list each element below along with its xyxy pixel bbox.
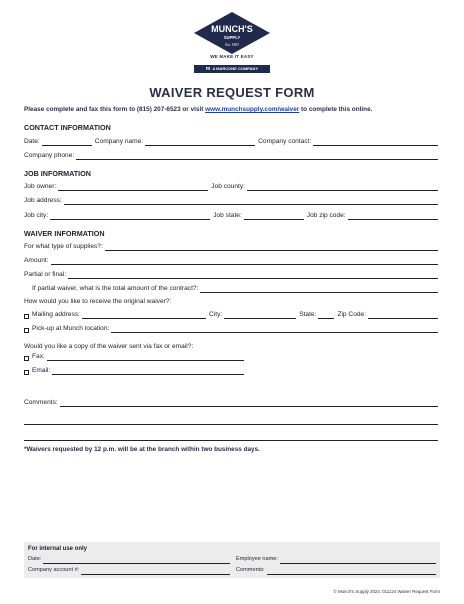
supplies-label: For what type of supplies?:	[24, 243, 103, 250]
mailing-zip-label: Zip Code:	[337, 311, 367, 318]
waiver-row-amount	[24, 256, 438, 265]
mailing-state-field[interactable]	[318, 310, 334, 319]
diamond-logo-icon	[190, 12, 274, 54]
comments-label: Comments:	[24, 399, 58, 406]
partial-final-label: Partial or final:	[24, 271, 67, 278]
contact-heading: CONTACT INFORMATION	[24, 123, 111, 132]
marcone-bar	[194, 65, 270, 73]
comments-line-2[interactable]	[24, 424, 438, 425]
page-title: WAIVER REQUEST FORM	[149, 85, 315, 100]
job-city-field[interactable]	[50, 211, 210, 220]
amount-label: Amount:	[24, 257, 49, 264]
supplies-field[interactable]	[105, 242, 438, 251]
company-phone-field[interactable]	[76, 151, 438, 160]
intro-after: to complete this online.	[299, 106, 373, 113]
logo-sub: SUPPLY	[223, 35, 241, 40]
waiver-row-contract	[32, 284, 438, 293]
job-row-2	[24, 196, 438, 205]
fax-label: Fax:	[32, 353, 45, 360]
pickup-checkbox[interactable]	[24, 328, 29, 333]
partial-contract-field[interactable]	[200, 284, 438, 293]
internal-date-label: Date:	[28, 556, 42, 562]
mailing-state-label: State:	[299, 311, 317, 318]
waiver-row-comments	[24, 398, 438, 407]
job-owner-field[interactable]	[58, 182, 208, 191]
waiver-row-partial	[24, 270, 438, 279]
comments-field[interactable]	[60, 398, 438, 407]
contact-row-1	[24, 137, 438, 146]
mailing-checkbox[interactable]	[24, 314, 29, 319]
email-checkbox[interactable]	[24, 370, 29, 375]
company-name-label: Company name:	[94, 138, 144, 145]
company-name-field[interactable]	[145, 137, 255, 146]
mailing-zip-field[interactable]	[368, 310, 438, 319]
internal-date-field[interactable]	[43, 556, 230, 564]
fax-checkbox[interactable]	[24, 356, 29, 361]
mailing-field[interactable]	[82, 310, 206, 319]
company-phone-label: Company phone:	[24, 152, 75, 159]
job-heading: JOB INFORMATION	[24, 169, 91, 178]
job-zip-label: Job zip code:	[306, 212, 346, 219]
company-contact-field[interactable]	[313, 137, 438, 146]
internal-comments-field[interactable]	[267, 567, 436, 575]
job-county-label: Job county:	[211, 183, 245, 190]
mailing-city-field[interactable]	[224, 310, 296, 319]
pickup-label: Pick-up at Munch location:	[32, 325, 110, 332]
job-address-label: Job address:	[24, 197, 62, 204]
job-zip-field[interactable]	[348, 211, 438, 220]
internal-heading: For internal use only	[28, 546, 88, 552]
job-state-label: Job state:	[213, 212, 242, 219]
job-city-label: Job city:	[24, 212, 49, 219]
company-contact-label: Company contact:	[258, 138, 312, 145]
receive-question: How would you like to receive the original waiver?:	[24, 298, 172, 305]
job-county-field[interactable]	[247, 182, 438, 191]
fax-field[interactable]	[47, 352, 244, 361]
employee-name-label: Employee name:	[236, 556, 278, 562]
date-label: Date:	[24, 138, 40, 145]
waiver-heading: WAIVER INFORMATION	[24, 229, 105, 238]
internal-use-box	[24, 542, 440, 578]
job-state-field[interactable]	[244, 211, 304, 220]
company-account-label: Company account #:	[28, 567, 80, 573]
internal-row-comments	[236, 567, 436, 575]
waiver-row-email	[24, 366, 244, 375]
employee-name-field[interactable]	[280, 556, 436, 564]
comments-line-3[interactable]	[24, 440, 438, 441]
footer-copyright: © Munch's Supply 2024. 011124 Waiver Request Form	[333, 589, 440, 594]
job-owner-label: Job owner:	[24, 183, 57, 190]
job-address-field[interactable]	[64, 196, 438, 205]
contact-row-2	[24, 151, 438, 160]
mailing-label: Mailing address:	[32, 311, 81, 318]
amount-field[interactable]	[51, 256, 438, 265]
internal-comments-label: Comments:	[236, 567, 265, 573]
mailing-city-label: City:	[209, 311, 223, 318]
logo-brand: MUNCH'S	[211, 24, 253, 34]
company-account-field[interactable]	[81, 567, 230, 575]
email-field[interactable]	[52, 366, 244, 375]
email-label: Email:	[32, 367, 51, 374]
internal-row-account	[28, 567, 230, 575]
cutoff-note: *Waivers requested by 12 p.m. will be at the branch within two business days.	[24, 446, 260, 453]
waiver-row-mailing	[24, 310, 438, 319]
internal-row-employee	[236, 556, 436, 564]
intro-before: Please complete and fax this form to (815) 207-6523 or visit	[24, 106, 206, 113]
pickup-field[interactable]	[111, 324, 438, 333]
waiver-row-copy	[24, 342, 438, 351]
logo-since: Est. 1983	[225, 43, 239, 47]
partial-contract-label: If partial waiver, what is the total amount of the contract?:	[32, 285, 199, 292]
copy-question: Would you like a copy of the waiver sent via fax or email?:	[24, 343, 194, 350]
job-row-3	[24, 211, 438, 220]
waiver-link[interactable]: www.munchsupply.com/waiver	[205, 106, 300, 113]
date-field[interactable]	[42, 137, 92, 146]
internal-row-date	[28, 556, 230, 564]
marcone-text: A MARCONE COMPANY	[212, 66, 259, 71]
job-row-1	[24, 182, 438, 191]
waiver-row-receive	[24, 297, 438, 306]
marcone-mark-icon: m	[205, 66, 211, 72]
waiver-row-fax	[24, 352, 244, 361]
partial-final-field[interactable]	[68, 270, 438, 279]
waiver-row-pickup	[24, 324, 438, 333]
waiver-row-supplies	[24, 242, 438, 251]
intro-text	[24, 106, 444, 113]
logo-tagline: WE MAKE IT EASY	[210, 54, 254, 59]
